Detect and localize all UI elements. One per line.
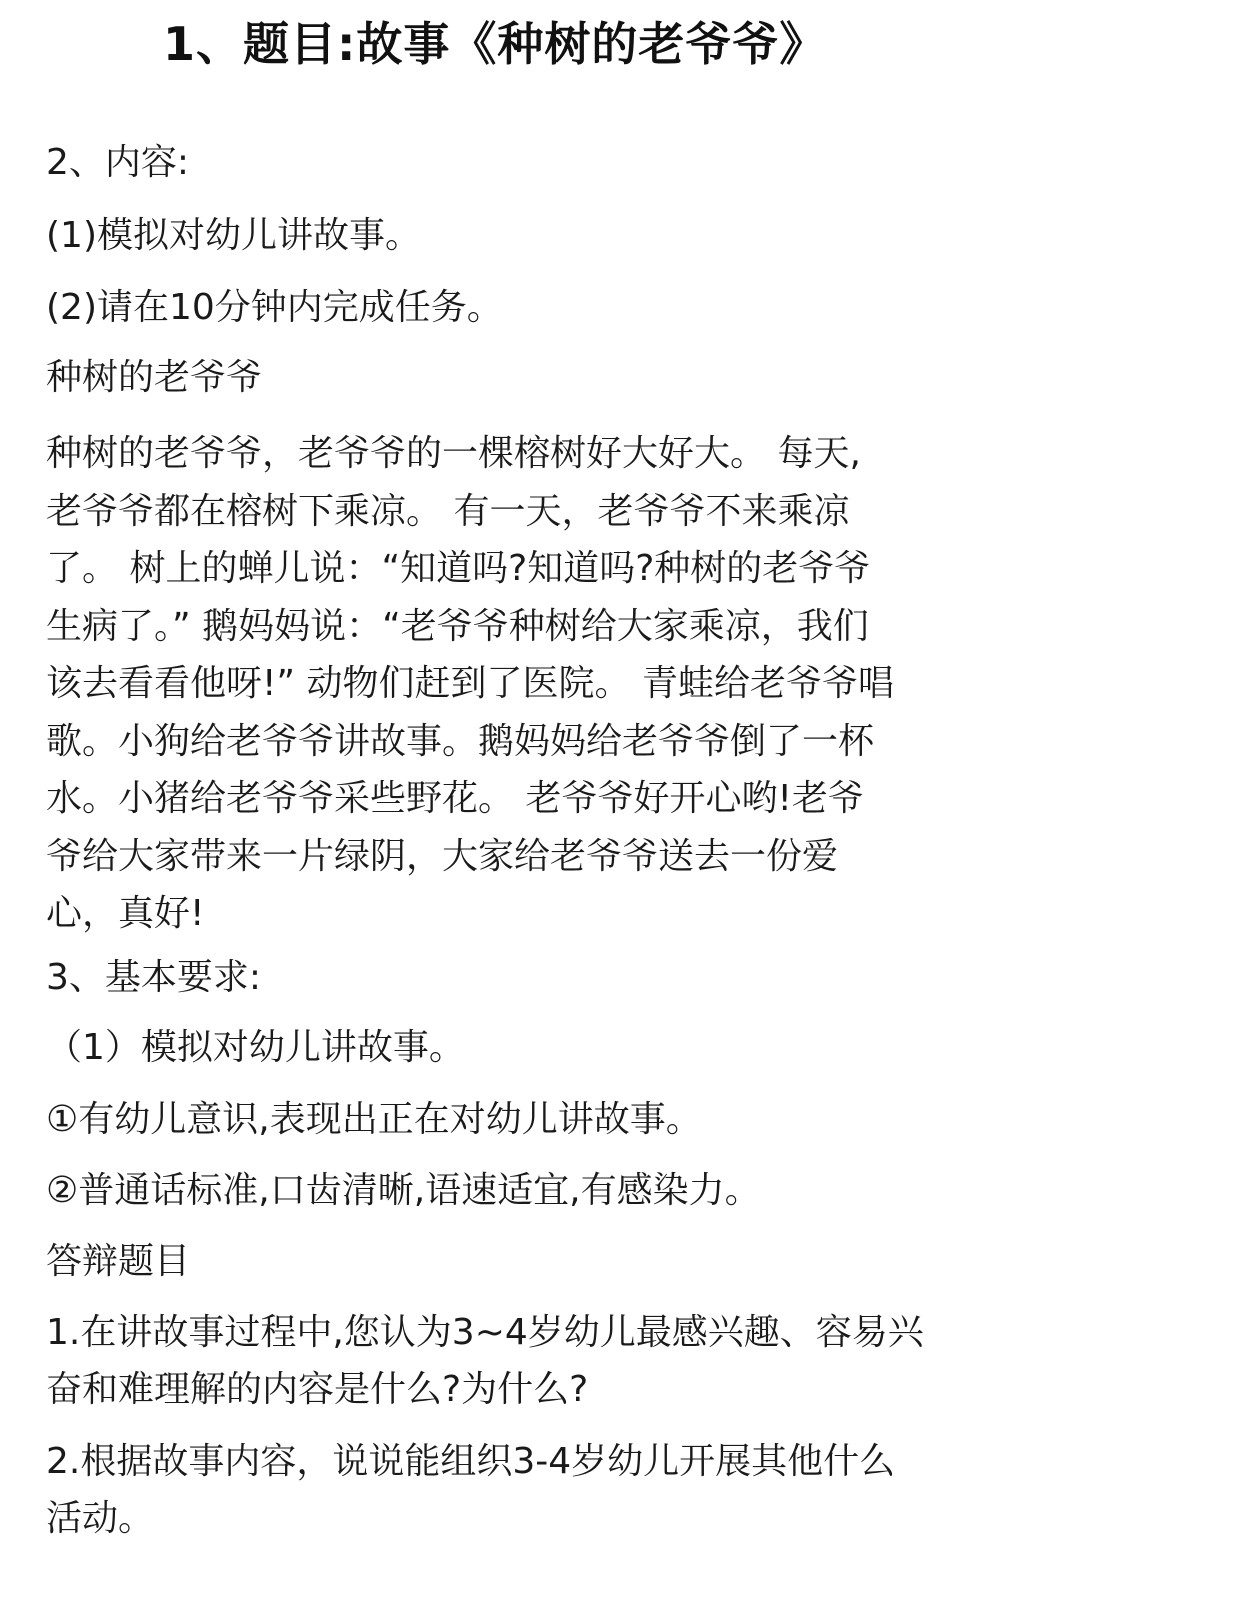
story-line: 水。小猪给老爷爷采些野花。 老爷爷好开心哟!老爷 [46,778,864,819]
story-line: 心，真好! [46,893,205,934]
story-title: 种树的老爷爷 [46,357,263,398]
story-line: 生病了。” 鹅妈妈说：“老爷爷种树给大家乘凉，我们 [46,605,869,647]
document-title: 1、题目:故事《种树的老爷爷》 [163,17,827,71]
defense-question-2-line-1: 2.根据故事内容，说说能组织3-4岁幼儿开展其他什么 [46,1441,896,1482]
story-line: 了。 树上的蝉儿说：“知道吗?知道吗?种树的老爷爷 [46,548,871,589]
requirements-heading: 3、基本要求: [46,957,262,998]
requirements-point-2: ②普通话标准,口齿清晰,语速适宜,有感染力。 [46,1170,761,1211]
story-line: 老爷爷都在榕树下乘凉。 有一天，老爷爷不来乘凉 [46,490,850,532]
requirements-point-1: ①有幼儿意识,表现出正在对幼儿讲故事。 [46,1099,702,1140]
story-body [46,425,894,943]
story-line: 歌。小狗给老爷爷讲故事。鹅妈妈给老爷爷倒了一杯 [46,720,875,762]
defense-heading: 答辩题目 [46,1241,191,1282]
defense-question-1-line-1: 1.在讲故事过程中,您认为3~4岁幼儿最感兴趣、容易兴 [46,1312,924,1353]
requirements-item-1: （1）模拟对幼儿讲故事。 [46,1027,465,1068]
story-line: 爷给大家带来一片绿阴，大家给老爷爷送去一份爱 [46,835,839,877]
defense-question-2-line-2: 活动。 [46,1498,155,1539]
content-item-2: (2)请在10分钟内完成任务。 [46,287,503,328]
story-line: 种树的老爷爷，老爷爷的一棵榕树好大好大。 每天, [46,433,861,474]
content-heading: 2、内容: [46,142,190,183]
defense-question-1-line-2: 奋和难理解的内容是什么?为什么? [46,1369,589,1410]
story-line: 该去看看他呀!” 动物们赶到了医院。 青蛙给老爷爷唱 [46,663,894,704]
content-item-1: (1)模拟对幼儿讲故事。 [46,215,421,256]
